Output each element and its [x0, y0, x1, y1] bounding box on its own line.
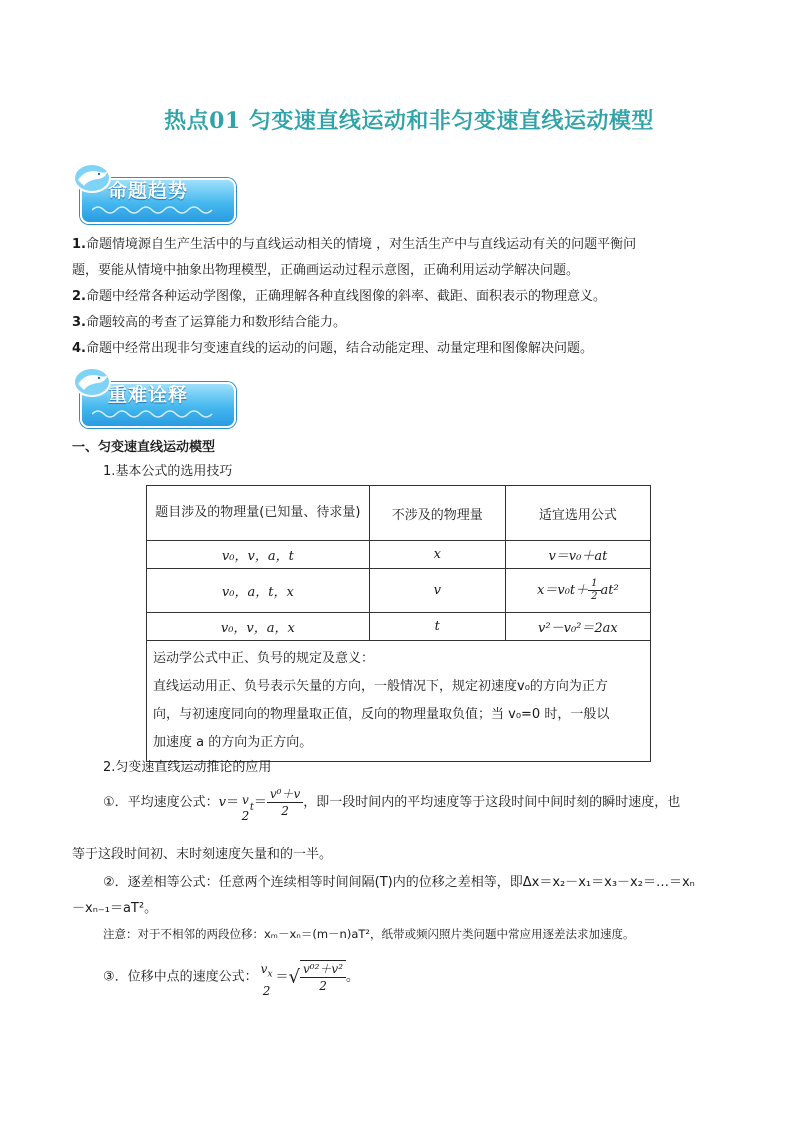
- table-cell: v₀，v，a，x: [147, 613, 370, 641]
- inference-line: －xₙ₋₁＝aT²。: [72, 901, 158, 916]
- page-title: 热点01 匀变速直线运动和非匀变速直线运动模型: [164, 108, 654, 134]
- fraction-vx: $v_x$ 2: [260, 962, 273, 998]
- trend-item-1: 1.命题情境源自生产生活中的与直线运动相关的情境 ，对生活生产中与直线运动有关的问题平衡问 题，要能从情境中抽象出物理模型，正确画运动过程示意图，正确利用运动学解决问题。: [72, 237, 637, 278]
- table-header-cell: 不涉及的物理量: [369, 486, 505, 541]
- note-title: 运动学公式中正、负号的规定及意义：: [153, 651, 375, 666]
- table-row: [147, 613, 651, 641]
- fraction-half: $\frac{1}{2}$: [588, 578, 600, 603]
- explain-banner-label: 重难诠释: [108, 384, 189, 406]
- fraction-avg: $\frac{\text{v⁰＋v}}{2}$: [267, 786, 303, 819]
- subsection-heading: 1.基本公式的选用技巧: [103, 464, 233, 479]
- trend-banner: [72, 170, 234, 222]
- table-cell: v: [369, 569, 505, 613]
- table-row: [147, 569, 651, 613]
- table-cell: v₀，v，a，t: [147, 541, 370, 569]
- formula-table: [146, 485, 651, 762]
- wave-decoration-icon: [92, 406, 222, 420]
- inference-average-velocity: ①．平均速度公式：v＝ v 2 $_t$＝ $\frac{\text{v⁰＋v}}{2}$ ，即一段时间内的平均速度等于这段时间中间时刻的瞬时速度，也: [103, 787, 681, 823]
- table-note-row: [147, 641, 651, 762]
- table-cell: x＝v₀t＋ $\frac{1}{2}$ at²: [505, 569, 650, 613]
- table-header-cell: 题目涉及的物理量(已知量、待求量): [147, 486, 370, 541]
- table-note-cell: [147, 641, 651, 762]
- dolphin-icon: [72, 160, 112, 194]
- inference-midpoint-velocity: ③．位移中点的速度公式： $v_x$ 2 ＝√ $\frac{\text{v⁰²＋v²}}{2}$ 。: [103, 962, 360, 998]
- dolphin-icon: [72, 364, 112, 398]
- table-header-cell: 适宜选用公式: [505, 486, 650, 541]
- fraction-vt: v 2: [241, 793, 250, 823]
- table-cell: v²－v₀²＝2ax: [505, 613, 650, 641]
- note-line: 向，与初速度同向的物理量取正值，反向的物理量取负值；当 v₀=0 时，一般以: [153, 707, 610, 722]
- explain-banner: [72, 374, 234, 426]
- inference-line: 等于这段时间初、末时刻速度矢量和的一半。: [72, 847, 333, 862]
- trend-item-4: 4.命题中经常出现非匀变速直线的运动的问题，结合动能定理、动量定理和图像解决问题。: [72, 341, 593, 356]
- fraction-sqrt: $\frac{\text{v⁰²＋v²}}{2}$: [300, 960, 346, 994]
- trend-banner-label: 命题趋势: [108, 180, 189, 202]
- inference-successive-difference: ②．逐差相等公式：任意两个连续相等时间间隔(T)内的位移之差相等，即Δx＝x₂－x₁＝x₃－x₂＝…＝xₙ: [103, 875, 695, 890]
- subsection-heading: 2.匀变速直线运动推论的应用: [103, 760, 272, 775]
- inference-note: 注意：对于不相邻的两段位移：xₘ－xₙ＝(m－n)aT²，纸带或频闪照片类问题中常应用逐差法求加速度。: [103, 927, 635, 941]
- table-header-row: [147, 486, 651, 541]
- table-cell: v＝v₀＋at: [505, 541, 650, 569]
- wave-decoration-icon: [92, 202, 222, 216]
- table-cell: x: [369, 541, 505, 569]
- table-cell: v₀，a，t，x: [147, 569, 370, 613]
- trend-item-2: 2.命题中经常各种运动学图像，正确理解各种直线图像的斜率、截距、面积表示的物理意义。: [72, 289, 606, 304]
- note-line: 直线运动用正、负号表示矢量的方向，一般情况下，规定初速度v₀的方向为正方: [153, 679, 608, 694]
- note-line: 加速度 a 的方向为正方向。: [153, 735, 313, 750]
- table-row: [147, 541, 651, 569]
- trend-item-3: 3.命题较高的考查了运算能力和数形结合能力。: [72, 315, 346, 330]
- section-heading: 一、匀变速直线运动模型: [72, 440, 216, 455]
- table-cell: t: [369, 613, 505, 641]
